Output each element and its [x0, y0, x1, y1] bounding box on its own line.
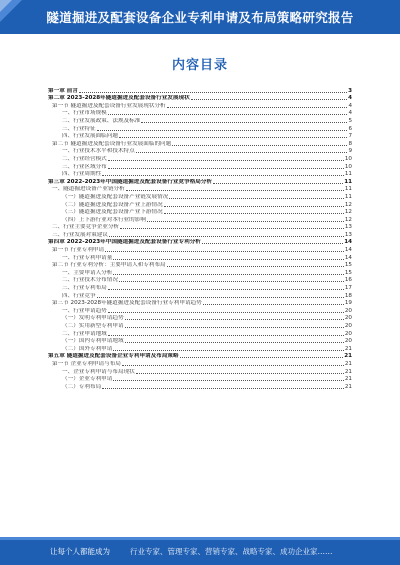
toc-entry-page: 9: [348, 148, 352, 155]
toc-entry-title: 第二章 2023-2028年隧道掘进及配套设备行业发展现状: [48, 95, 190, 102]
toc-entry-page: 7: [348, 133, 352, 140]
toc-entry[interactable]: [48, 276, 352, 284]
toc-entry-page: 20: [344, 323, 352, 329]
toc-entry[interactable]: [48, 147, 352, 155]
toc-entry-title: （四）上下游行业对本行业的影响: [62, 216, 146, 223]
toc-dot-leader: [102, 175, 344, 176]
toc-entry-page: 13: [344, 224, 352, 231]
toc-entry-title: 第二节 隧道掘进及配套设备行业发展面临的问题: [52, 140, 172, 147]
toc-dot-leader: [109, 236, 344, 237]
toc-entry-page: 14: [344, 239, 352, 246]
toc-entry-title: 第二节 行业专利分析：主要申请人和专利布局: [52, 262, 166, 269]
toc-entry-title: 二、行业申请地域: [62, 330, 107, 337]
toc-entry-page: 12: [344, 209, 352, 216]
toc-dot-leader: [125, 342, 344, 343]
toc-entry-title: 二、行业经营模式: [62, 155, 107, 162]
toc-entry[interactable]: [48, 268, 352, 276]
toc-entry-page: 4: [348, 102, 352, 109]
toc-entry-title: （二）实用新型专利申请: [62, 323, 124, 329]
toc-entry-page: 4: [348, 110, 352, 117]
toc-entry-title: 二、行业技术分布情况: [62, 277, 118, 284]
toc-dot-leader: [113, 259, 344, 260]
toc-dot-leader: [79, 92, 347, 93]
toc-entry-page: 20: [344, 338, 352, 345]
toc-dot-leader: [108, 160, 344, 161]
toc-dot-leader: [108, 168, 344, 169]
toc-dot-leader: [108, 114, 348, 115]
table-of-contents: [48, 86, 352, 390]
toc-entry-title: 第三章 2022-2023年中国隧道掘进及配套设备行业竞争格局分析: [48, 178, 213, 185]
toc-entry[interactable]: [48, 94, 352, 102]
toc-entry-page: 11: [344, 178, 352, 185]
toc-entry[interactable]: [48, 352, 352, 360]
toc-dot-leader: [108, 335, 344, 336]
toc-dot-leader: [136, 152, 348, 153]
toc-entry-page: 12: [344, 216, 352, 223]
footer-banner: [0, 537, 400, 565]
toc-dot-leader: [167, 266, 344, 267]
toc-entry-page: 14: [344, 254, 352, 261]
toc-entry-title: 一、行业技术水平和技术特点: [62, 148, 135, 155]
toc-entry[interactable]: [48, 344, 352, 352]
toc-entry[interactable]: [48, 162, 352, 170]
toc-entry[interactable]: [48, 283, 352, 291]
toc-entry-title: 第四章 2022-2023年中国隧道掘进及配套设备行业专利分析: [48, 239, 201, 246]
toc-dot-leader: [126, 190, 344, 191]
toc-entry-page: 21: [344, 345, 352, 352]
toc-entry-page: 11: [344, 186, 352, 193]
toc-entry-title: 一、隧道掘进设备产业链分析: [52, 186, 125, 193]
toc-entry-page: 12: [344, 201, 352, 208]
toc-entry[interactable]: [48, 261, 352, 269]
toc-dot-leader: [113, 380, 344, 381]
toc-entry-page: 8: [348, 140, 352, 147]
toc-entry[interactable]: [48, 124, 352, 132]
toc-entry[interactable]: [48, 223, 352, 231]
toc-entry-title: 第一节 企业专利申请与布局: [52, 360, 121, 367]
toc-entry[interactable]: [48, 367, 352, 375]
toc-dot-leader: [125, 319, 344, 320]
toc-entry-title: 一、行业市场规模: [62, 110, 107, 117]
toc-entry[interactable]: [48, 238, 352, 246]
toc-entry-title: （一）隧道掘进及配套设备产业链发展情况: [62, 193, 169, 200]
toc-dot-leader: [119, 137, 347, 138]
toc-entry[interactable]: [48, 192, 352, 200]
toc-dot-leader: [180, 357, 344, 358]
toc-entry[interactable]: [48, 314, 352, 322]
toc-dot-leader: [122, 365, 344, 366]
footer-accent-bar: [0, 537, 400, 540]
toc-entry-title: 四、行业周期性: [62, 171, 102, 178]
toc-entry-title: （一）国内专利申请地域: [62, 338, 124, 345]
report-title: 隧道掘进及配套设备企业专利申请及布局策略研究报告: [46, 10, 354, 25]
toc-entry-title: （二）国外专利申请: [62, 345, 113, 352]
toc-entry-title: 三、行业发展对策建议: [52, 231, 108, 238]
toc-dot-leader: [113, 274, 344, 275]
toc-entry-page: 20: [344, 330, 352, 337]
toc-dot-leader: [164, 206, 344, 207]
toc-entry-page: 20: [344, 315, 352, 322]
toc-entry-title: 二、行业主要竞争企业分析: [52, 224, 120, 231]
toc-entry-page: 21: [344, 368, 352, 375]
toc-entry-page: 11: [344, 171, 352, 178]
toc-entry[interactable]: [48, 299, 352, 307]
toc-entry-title: 一、行业申请趋势: [62, 307, 107, 314]
toc-dot-leader: [191, 99, 347, 100]
toc-dot-leader: [120, 228, 344, 229]
toc-entry[interactable]: [48, 375, 352, 383]
header-banner: [0, 0, 400, 34]
toc-entry-page: 11: [344, 193, 352, 200]
toc-dot-leader: [97, 130, 348, 131]
toc-dot-leader: [136, 373, 344, 374]
toc-entry[interactable]: [48, 109, 352, 117]
toc-entry-page: 14: [344, 247, 352, 254]
toc-entry-title: 第三节 2023-2028年隧道掘进及配套设备行业专利申请趋势: [52, 300, 202, 307]
toc-entry-title: 四、行业发展面临问题: [62, 133, 118, 140]
toc-dot-leader: [164, 213, 344, 214]
toc-dot-leader: [203, 304, 344, 305]
toc-entry-title: （二）专利布局: [62, 383, 102, 390]
toc-dot-leader: [108, 289, 344, 290]
toc-entry[interactable]: [48, 321, 352, 329]
toc-entry[interactable]: [48, 101, 352, 109]
toc-entry[interactable]: [48, 337, 352, 345]
toc-entry[interactable]: [48, 215, 352, 223]
toc-entry-page: 19: [344, 300, 352, 307]
toc-dot-leader: [125, 327, 344, 328]
toc-entry-title: 三、行业区域分布: [62, 163, 107, 170]
toc-entry[interactable]: [48, 382, 352, 390]
toc-entry-page: 21: [344, 376, 352, 383]
toc-entry[interactable]: [48, 245, 352, 253]
toc-entry-page: 3: [348, 87, 352, 94]
toc-entry-page: 10: [344, 163, 352, 170]
toc-entry[interactable]: [48, 170, 352, 178]
toc-dot-leader: [202, 243, 343, 244]
toc-entry-title: 第一节 行业专利申请: [52, 247, 105, 254]
toc-entry-page: 13: [344, 231, 352, 238]
toc-entry-page: 10: [344, 155, 352, 162]
toc-dot-leader: [169, 198, 344, 199]
toc-dot-leader: [172, 145, 347, 146]
toc-dot-leader: [105, 251, 344, 252]
toc-entry-page: 21: [344, 383, 352, 390]
toc-entry[interactable]: [48, 132, 352, 140]
toc-dot-leader: [97, 297, 344, 298]
toc-entry-title: （二）隧道掘进及配套设备产业上游情况: [62, 201, 163, 208]
toc-entry-title: （三）隧道掘进及配套设备产业下游情况: [62, 209, 163, 216]
toc-entry-title: 一、主要申请人分析: [62, 269, 113, 276]
toc-entry-title: 二、行业发展政策、法规及标准: [62, 117, 141, 124]
toc-entry[interactable]: [48, 253, 352, 261]
toc-entry-page: 16: [344, 277, 352, 284]
toc-entry-title: 第一节 隧道掘进及配套设备行业发展现状分析: [52, 102, 166, 109]
toc-entry-title: 一、企业专利申请与布局现状: [62, 368, 135, 375]
toc-dot-leader: [102, 388, 344, 389]
toc-entry-title: 一、行业专利申请量: [62, 254, 113, 261]
toc-entry-page: 4: [348, 95, 352, 102]
toc-entry-page: 20: [344, 307, 352, 314]
toc-dot-leader: [113, 350, 344, 351]
toc-entry-title: 第一章 前言: [48, 87, 78, 94]
toc-entry[interactable]: [48, 177, 352, 185]
toc-entry-page: 15: [344, 262, 352, 269]
toc-entry[interactable]: [48, 329, 352, 337]
toc-entry-title: 第五章 隧道掘进及配套设备企业专利申请及布局策略: [48, 353, 179, 360]
toc-entry-page: 6: [348, 125, 352, 132]
toc-entry[interactable]: [48, 116, 352, 124]
toc-entry-title: （一）企业专利申请: [62, 376, 113, 383]
toc-entry-page: 5: [348, 117, 352, 124]
toc-dot-leader: [119, 281, 344, 282]
toc-entry[interactable]: [48, 185, 352, 193]
toc-entry[interactable]: [48, 230, 352, 238]
toc-entry[interactable]: [48, 139, 352, 147]
toc-dot-leader: [108, 312, 344, 313]
toc-dot-leader: [213, 183, 343, 184]
toc-dot-leader: [167, 107, 348, 108]
toc-entry[interactable]: [48, 359, 352, 367]
footer-slogan-right: 行业专家、管理专家、营销专家、战略专家、成功企业家……: [130, 547, 333, 556]
toc-entry-title: 三、行业特征: [62, 125, 96, 132]
toc-entry-page: 15: [344, 269, 352, 276]
toc-entry[interactable]: [48, 154, 352, 162]
toc-entry-title: （一）发明专利申请趋势: [62, 315, 124, 322]
toc-entry-page: 18: [344, 292, 352, 299]
footer-slogan-left: 让每个人都能成为: [50, 547, 110, 556]
toc-entry[interactable]: [48, 86, 352, 94]
toc-entry-page: 21: [344, 360, 352, 367]
toc-entry[interactable]: [48, 291, 352, 299]
toc-entry-title: 四、行业竞争: [62, 292, 96, 299]
toc-entry-title: 三、行业专利布局: [62, 285, 107, 292]
toc-entry[interactable]: [48, 306, 352, 314]
toc-dot-leader: [141, 122, 347, 123]
toc-entry[interactable]: [48, 208, 352, 216]
toc-entry-page: 21: [344, 353, 352, 360]
toc-dot-leader: [147, 221, 344, 222]
toc-entry-page: 17: [344, 285, 352, 292]
toc-entry[interactable]: [48, 200, 352, 208]
toc-heading: 内容目录: [171, 58, 228, 73]
